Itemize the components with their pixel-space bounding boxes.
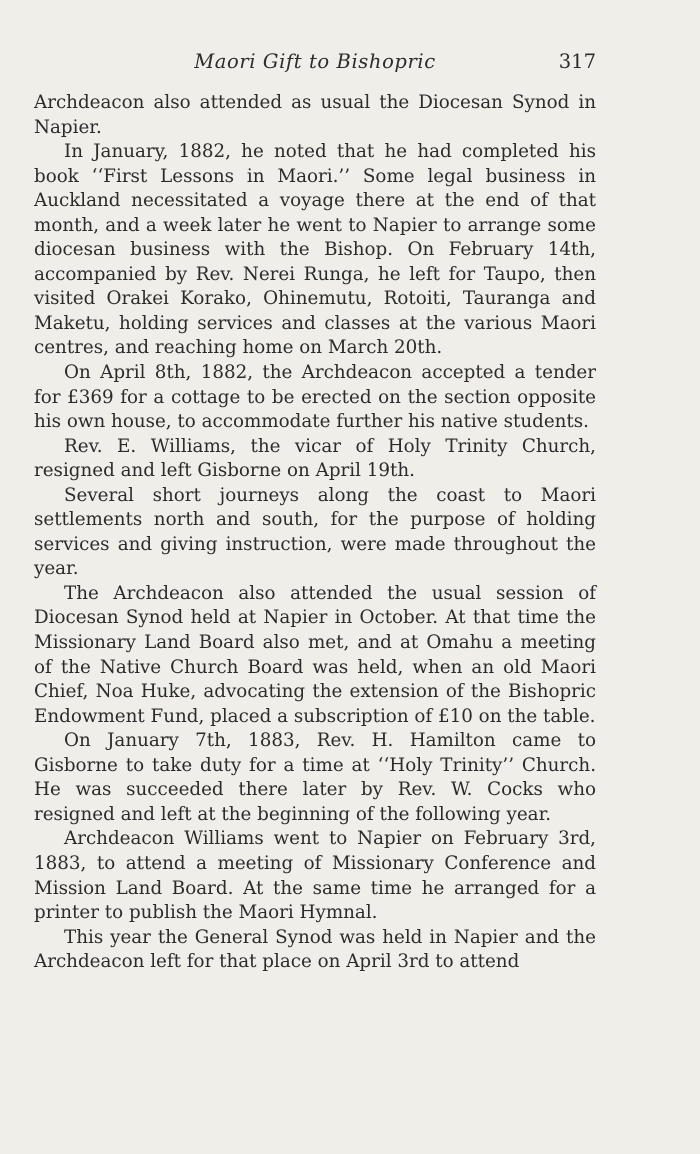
page-number: 317	[558, 50, 596, 73]
paragraph: The Archdeacon also attended the usual session of Diocesan Synod held at Napier in October. At that time the Missionary Land Board also met, and at Omahu a meeting of the Native Church Board was held, when an old Maori Chief, Noa Huke, advocating the extension of the Bishopric Endowment Fund, placed a subscription of £10 on the table.	[34, 582, 596, 727]
paragraph: This year the General Synod was held in Napier and the Archdeacon left for that place on April 3rd to attend	[34, 926, 596, 973]
paragraph: On April 8th, 1882, the Archdeacon accepted a tender for £369 for a cottage to be erected on the section opposite his own house, to accommodate further his native students.	[34, 362, 596, 433]
paragraph: On January 7th, 1883, Rev. H. Hamilton came to Gisborne to take duty for a time at ‘‘Holy Trinity’’ Church. He was succeeded there later by Rev. W. Cocks who resigned and left at the beginning of the following year.	[34, 730, 596, 825]
paragraph: Archdeacon also attended as usual the Diocesan Synod in Napier.	[34, 92, 596, 138]
paragraph: Rev. E. Williams, the vicar of Holy Trinity Church, resigned and left Gisborne on April 19th.	[34, 435, 596, 482]
paragraph: Archdeacon Williams went to Napier on February 3rd, 1883, to attend a meeting of Missionary Conference and Mission Land Board. At the same time he arranged for a printer to publish the Maori Hymnal.	[34, 828, 596, 924]
paragraph: Several short journeys along the coast to Maori settlements north and south, for the purpose of holding services and giving instruction, were made throughout the year.	[34, 484, 596, 580]
page-header	[34, 50, 596, 80]
running-title: Maori Gift to Bishopric	[194, 50, 436, 73]
paragraph: In January, 1882, he noted that he had completed his book ‘‘First Lessons in Maori.’’ Some legal business in Auckland necessitated a voyage there at the end of that month, and a week later he went to Napier to arrange some diocesan business with the Bishop. On February 14th, accompanied by Rev. Nerei Runga, he left for Taupo, then visited Orakei Korako, Ohinemutu, Rotoiti, Tauranga and Maketu, holding services and classes at the various Maori centres, and reaching home on March 20th.	[34, 141, 596, 359]
body-text	[34, 91, 596, 975]
